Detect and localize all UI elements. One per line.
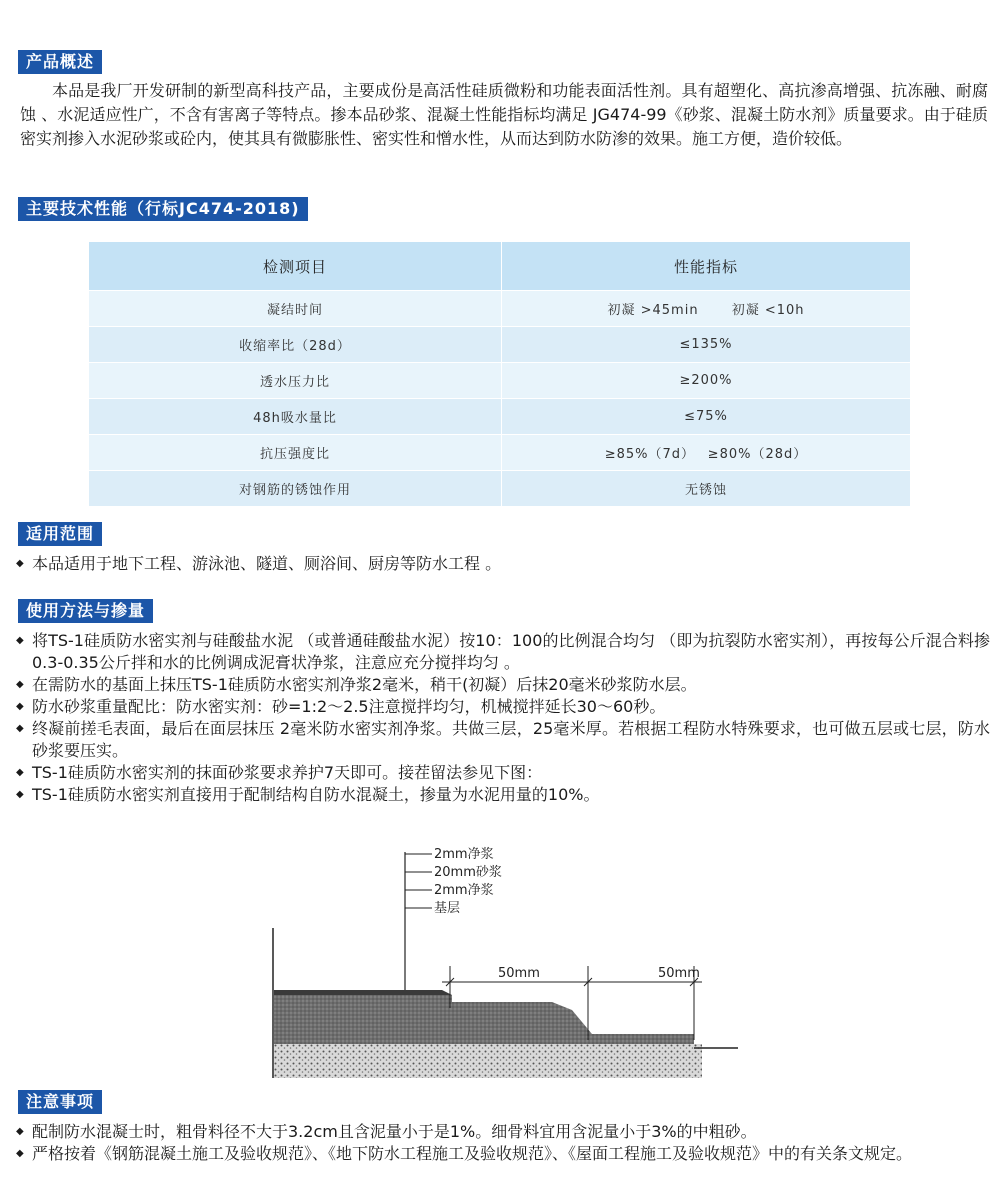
- spec-header-index: 性能指标: [502, 242, 911, 291]
- top-slurry-layer: [274, 990, 452, 995]
- spec-cell-value: ≤135%: [502, 327, 911, 363]
- dim-label: 50mm: [658, 966, 700, 981]
- spec-cell-item: 凝结时间: [89, 291, 502, 327]
- bullet-diamond-icon: ◆: [16, 1148, 24, 1159]
- list-item: [14, 784, 990, 806]
- scope-list: [14, 553, 990, 575]
- mortar-layer: [274, 995, 694, 1044]
- notes-list: [14, 1121, 990, 1165]
- list-item: [14, 1143, 990, 1165]
- layer-label: 2mm净浆: [434, 847, 494, 862]
- table-row: [89, 399, 911, 435]
- list-item: [14, 630, 990, 674]
- list-item: [14, 762, 990, 784]
- bullet-diamond-icon: ◆: [16, 701, 24, 712]
- bullet-diamond-icon: ◆: [16, 767, 24, 778]
- bullet-diamond-icon: ◆: [16, 723, 24, 734]
- table-row: [89, 291, 911, 327]
- base-layer: [274, 1044, 702, 1078]
- list-item: [14, 553, 990, 575]
- spec-header-item: 检测项目: [89, 242, 502, 291]
- spec-cell-value: 无锈蚀: [502, 471, 911, 507]
- usage-item-text: TS-1硅质防水密实剂直接用于配制结构自防水混凝土，掺量为水泥用量的10%。: [32, 785, 600, 804]
- spec-cell-value: 初凝 >45min 初凝 <10h: [502, 291, 911, 327]
- spec-cell-item: 抗压强度比: [89, 435, 502, 471]
- spec-cell-item: 48h吸水量比: [89, 399, 502, 435]
- note-item-text: 严格按着《钢筋混凝土施工及验收规范》、《地下防水工程施工及验收规范》、《屋面工程施工及验收规范》中的有关条文规定。: [32, 1144, 913, 1163]
- layer-label: 20mm砂浆: [434, 865, 502, 880]
- bullet-diamond-icon: ◆: [16, 789, 24, 800]
- spec-cell-item: 收缩率比（28d）: [89, 327, 502, 363]
- note-item-text: 配制防水混凝士时，粗骨料径不大于3.2cm且含泥量小于是1%。细骨料宜用含泥量小于3%的中粗砂。: [32, 1122, 757, 1141]
- spec-cell-item: 对钢筋的锈蚀作用: [89, 471, 502, 507]
- layer-label: 基层: [434, 901, 461, 916]
- table-row: [89, 363, 911, 399]
- layer-label: 2mm净浆: [434, 883, 494, 898]
- section-title-overview: 产品概述: [18, 50, 102, 74]
- overview-paragraph: 本品是我厂开发研制的新型高科技产品，主要成份是高活性硅质微粉和功能表面活性剂。具有超塑化、高抗渗高增强、抗冻融、耐腐蚀 、水泥适应性广，不含有害离子等特点。掺本品砂浆、混凝土性能指标均满足 JG474-99《砂浆、混凝土防水剂》质量要求。由于硅质密实剂掺入水泥砂浆或砼内，使其具有微膨胀性、密实性和憎水性，从而达到防水防渗的效果。施工方便，造价较低。: [20, 81, 988, 148]
- usage-item-text: 终凝前搓毛表面，最后在面层抹压 2毫米防水密实剂净浆。共做三层，25毫米厚。若根据工程防水特殊要求，也可做五层或七层，防水砂浆要压实。: [32, 719, 990, 760]
- spec-cell-value: ≤75%: [502, 399, 911, 435]
- list-item: [14, 696, 990, 718]
- dim-label: 50mm: [498, 966, 540, 981]
- usage-item-text: 将TS-1硅质防水密实剂与硅酸盐水泥 （或普通硅酸盐水泥）按10：100的比例混合均匀 （即为抗裂防水密实剂），再按每公斤混合料掺0.3-0.35公斤拌和水的比例调成泥膏状净浆，注意应充分搅拌均匀 。: [32, 631, 990, 672]
- scope-item-text: 本品适用于地下工程、游泳池、隧道、厕浴间、厨房等防水工程 。: [32, 554, 502, 573]
- section-title-notes: 注意事项: [18, 1090, 102, 1114]
- bullet-diamond-icon: ◆: [16, 558, 24, 569]
- section-title-specs: 主要技术性能（行标JC474-2018): [18, 197, 308, 221]
- table-row: [89, 435, 911, 471]
- bullet-diamond-icon: ◆: [16, 635, 24, 646]
- list-item: [14, 674, 990, 696]
- list-item: [14, 718, 990, 762]
- bullet-diamond-icon: ◆: [16, 1126, 24, 1137]
- section-title-scope: 适用范围: [18, 522, 102, 546]
- spec-cell-item: 透水压力比: [89, 363, 502, 399]
- spec-table-header-row: [89, 242, 911, 291]
- usage-item-text: 在需防水的基面上抹压TS-1硅质防水密实剂净浆2毫米，稍干(初凝）后抹20毫米砂浆防水层。: [32, 675, 697, 694]
- usage-item-text: TS-1硅质防水密实剂的抹面砂浆要求养护7天即可。接茬留法参见下图：: [32, 763, 543, 782]
- table-row: [89, 327, 911, 363]
- spec-cell-value: ≥85%（7d） ≥80%（28d）: [502, 435, 911, 471]
- bullet-diamond-icon: ◆: [16, 679, 24, 690]
- usage-item-text: 防水砂浆重量配比：防水密实剂：砂=1:2～2.5注意搅拌均匀，机械搅拌延长30～60秒。: [32, 697, 666, 716]
- joint-diagram: [262, 840, 742, 1080]
- table-row: [89, 471, 911, 507]
- list-item: [14, 1121, 990, 1143]
- section-title-usage: 使用方法与掺量: [18, 599, 153, 623]
- spec-cell-value: ≥200%: [502, 363, 911, 399]
- spec-table: [89, 242, 911, 506]
- usage-list: [14, 630, 990, 806]
